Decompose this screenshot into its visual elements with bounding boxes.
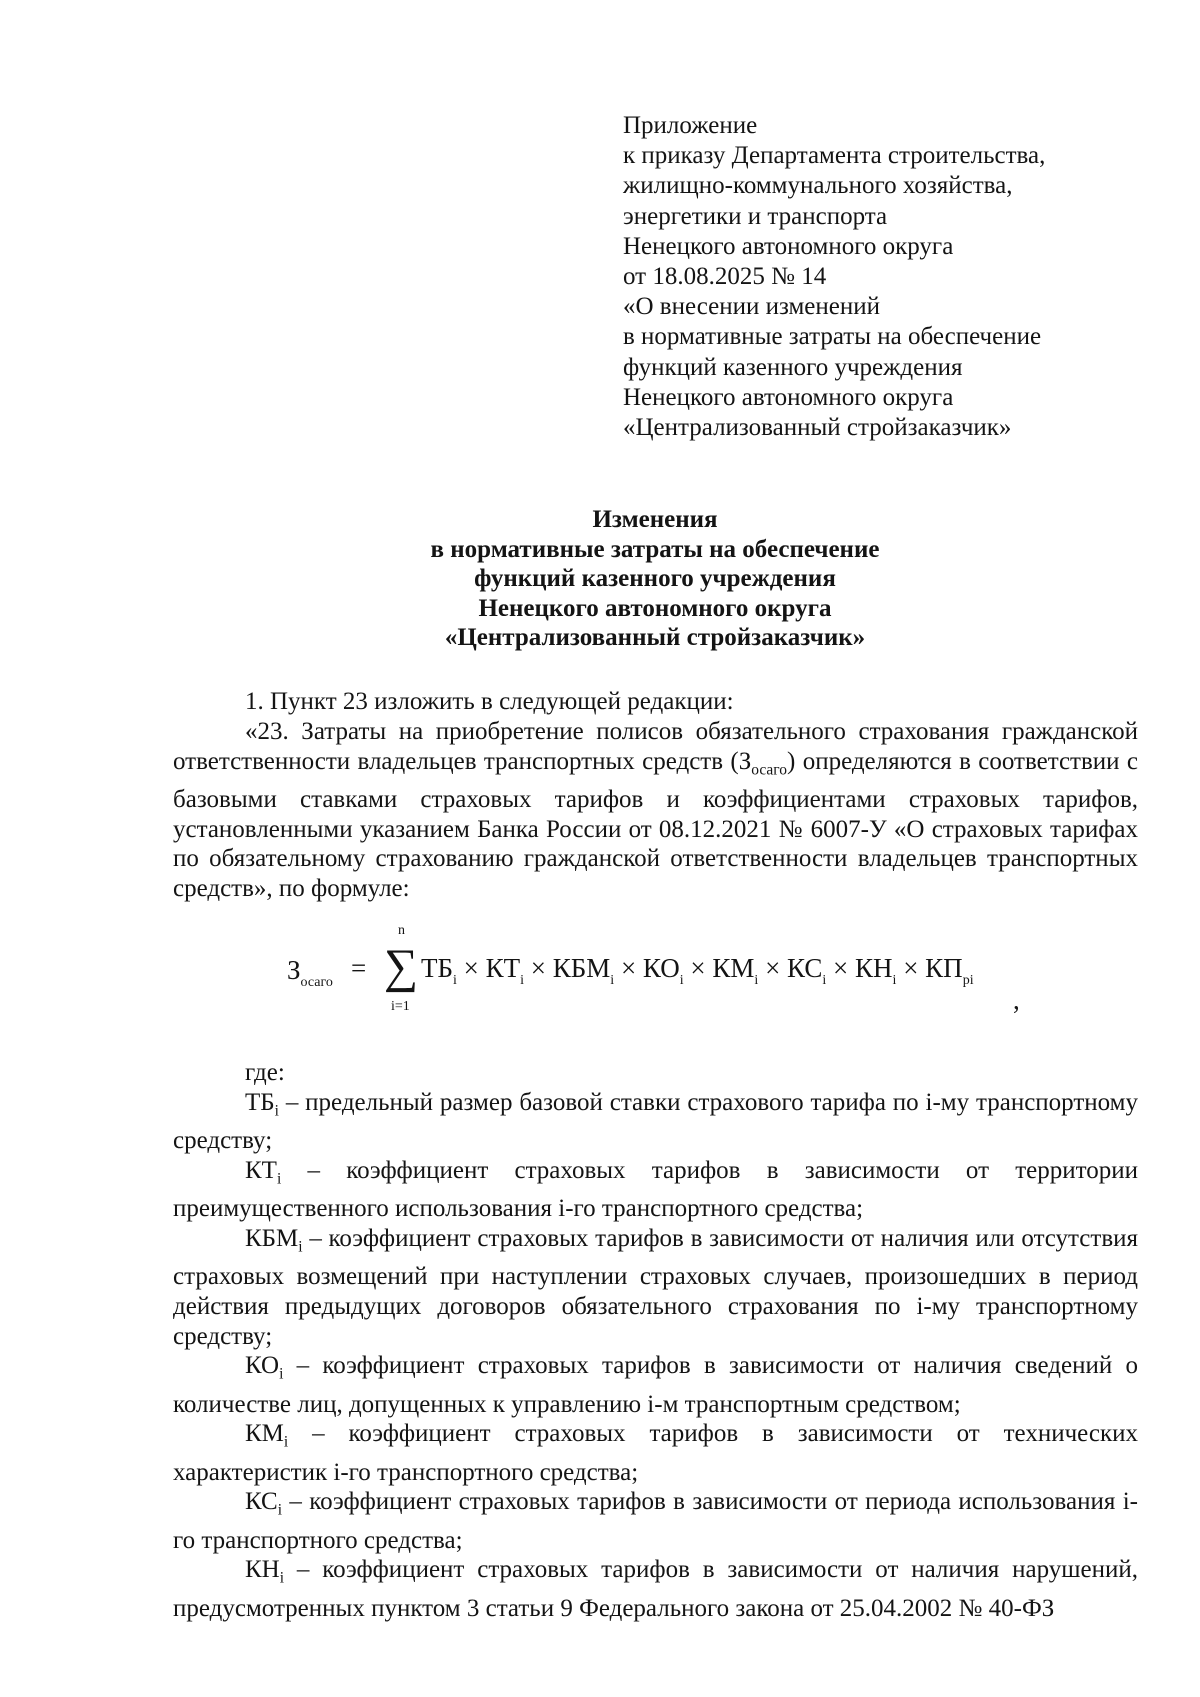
heading-line: функций казенного учреждения — [474, 565, 836, 593]
term-ko: $КО_i$ — [642, 953, 684, 988]
appendix-block — [623, 111, 1123, 443]
formula — [287, 925, 1047, 1025]
definition-tb: $ТБ_i$ – предельный размер базовой ставки страхового тарифа по i-му транспортному средству; — [173, 1088, 1138, 1155]
term-kt: $КТ_i$ — [485, 953, 525, 988]
appendix-line: функций казенного учреждения — [623, 353, 963, 381]
appendix-line: Приложение — [623, 112, 758, 139]
term-kp: $КП_{pi}$ — [925, 953, 974, 988]
term-tb: $ТБ_i$ — [421, 953, 457, 988]
appendix-line: Ненецкого автономного округа — [623, 232, 954, 260]
item-23-end: ) определяются в соответствии с базовыми ставками страховых тарифов и коэффициентами страховых тарифов, установленными указанием Банка России от 08.12.2021 № 6007-У «О страховых тарифах по обязательному страхованию гражданской ответственности владельцев транспортных средств», по формуле: — [173, 747, 1138, 903]
times-sign: × — [690, 953, 706, 983]
document-heading — [170, 505, 1140, 653]
sum-lower-limit: i=1 — [391, 999, 410, 1014]
appendix-line: в нормативные затраты на обеспечение — [623, 323, 1042, 351]
heading-line: Ненецкого автономного округа — [478, 594, 832, 622]
formula-terms — [421, 953, 974, 988]
term-kn: $КН_i$ — [855, 953, 897, 988]
appendix-line: «О внесении изменений — [623, 293, 881, 321]
times-sign: × — [620, 953, 637, 983]
appendix-line: жилищно-коммунального хозяйства, — [623, 172, 1013, 200]
body-intro — [173, 687, 1138, 904]
definition-kn: $КН_i$ – коэффициент страховых тарифов в зависимости от наличия нарушений, предусмотренных пунктом 3 статьи 9 Федерального закона от 25.04.2002 № 40-ФЗ — [173, 1556, 1138, 1622]
term-ks: $КС_i$ — [787, 953, 827, 988]
appendix-line: энергетики и транспорта — [623, 202, 888, 230]
formula-equals: = — [351, 953, 367, 983]
formula-trailing-comma: , — [1013, 985, 1020, 1015]
item-23-start: «23. Затраты на приобретение полисов обязательного страхования гражданской ответственности владельцев транспортных средств (З — [173, 717, 1138, 775]
formula-lhs-sub: осаго — [300, 975, 333, 990]
term-kbm: $КБМ_i$ — [552, 953, 615, 988]
times-sign: × — [903, 953, 919, 983]
times-sign: × — [765, 953, 781, 983]
where-label: где: — [245, 1059, 285, 1086]
heading-line: «Централизованный стройзаказчик» — [444, 624, 866, 652]
definition-ko: $КО_i$ – коэффициент страховых тарифов в зависимости от наличия сведений о количестве лиц, допущенных к управлению i-м транспортным средством; — [173, 1352, 1138, 1418]
definition-kbm: $КБМ_i$ – коэффициент страховых тарифов в зависимости от наличия или отсутствия страховых возмещений при наступлении страховых случаев, произошедших в период действия предыдущих договоров обязательного страхования по i-му транспортному средству; — [173, 1224, 1138, 1350]
times-sign: × — [530, 953, 547, 983]
formula-lhs: $З_{осаго}$ — [287, 955, 333, 990]
appendix-line: Ненецкого автономного округа — [623, 383, 954, 411]
definitions-block — [173, 1058, 1138, 1624]
times-sign: × — [463, 953, 479, 983]
sigma-symbol: ∑ — [384, 940, 419, 993]
item-23-subscript: осаго — [751, 761, 788, 779]
appendix-line: к приказу Департамента строительства, — [623, 142, 1046, 170]
definition-km: $КМ_i$ – коэффициент страховых тарифов в зависимости от технических характеристик i-го транспортного средства; — [173, 1420, 1138, 1486]
appendix-line: «Централизованный стройзаказчик» — [623, 414, 1012, 442]
times-sign: × — [833, 953, 849, 983]
item-23-paragraph — [173, 717, 1138, 904]
item-1-paragraph: 1. Пункт 23 изложить в следующей редакции: — [245, 688, 734, 715]
term-km: $КМ_i$ — [712, 953, 759, 988]
heading-line: в нормативные затраты на обеспечение — [430, 535, 880, 563]
sum-upper-limit: n — [398, 923, 405, 938]
appendix-line: от 18.08.2025 № 14 — [623, 263, 827, 291]
definition-ks: $КС_i$ – коэффициент страховых тарифов в зависимости от периода использования i-го транспортного средства; — [173, 1488, 1138, 1554]
heading-line: Изменения — [592, 506, 718, 533]
definition-kt: $КТ_i$ – коэффициент страховых тарифов в зависимости от территории преимущественного использования i-го транспортного средства; — [173, 1156, 1138, 1223]
